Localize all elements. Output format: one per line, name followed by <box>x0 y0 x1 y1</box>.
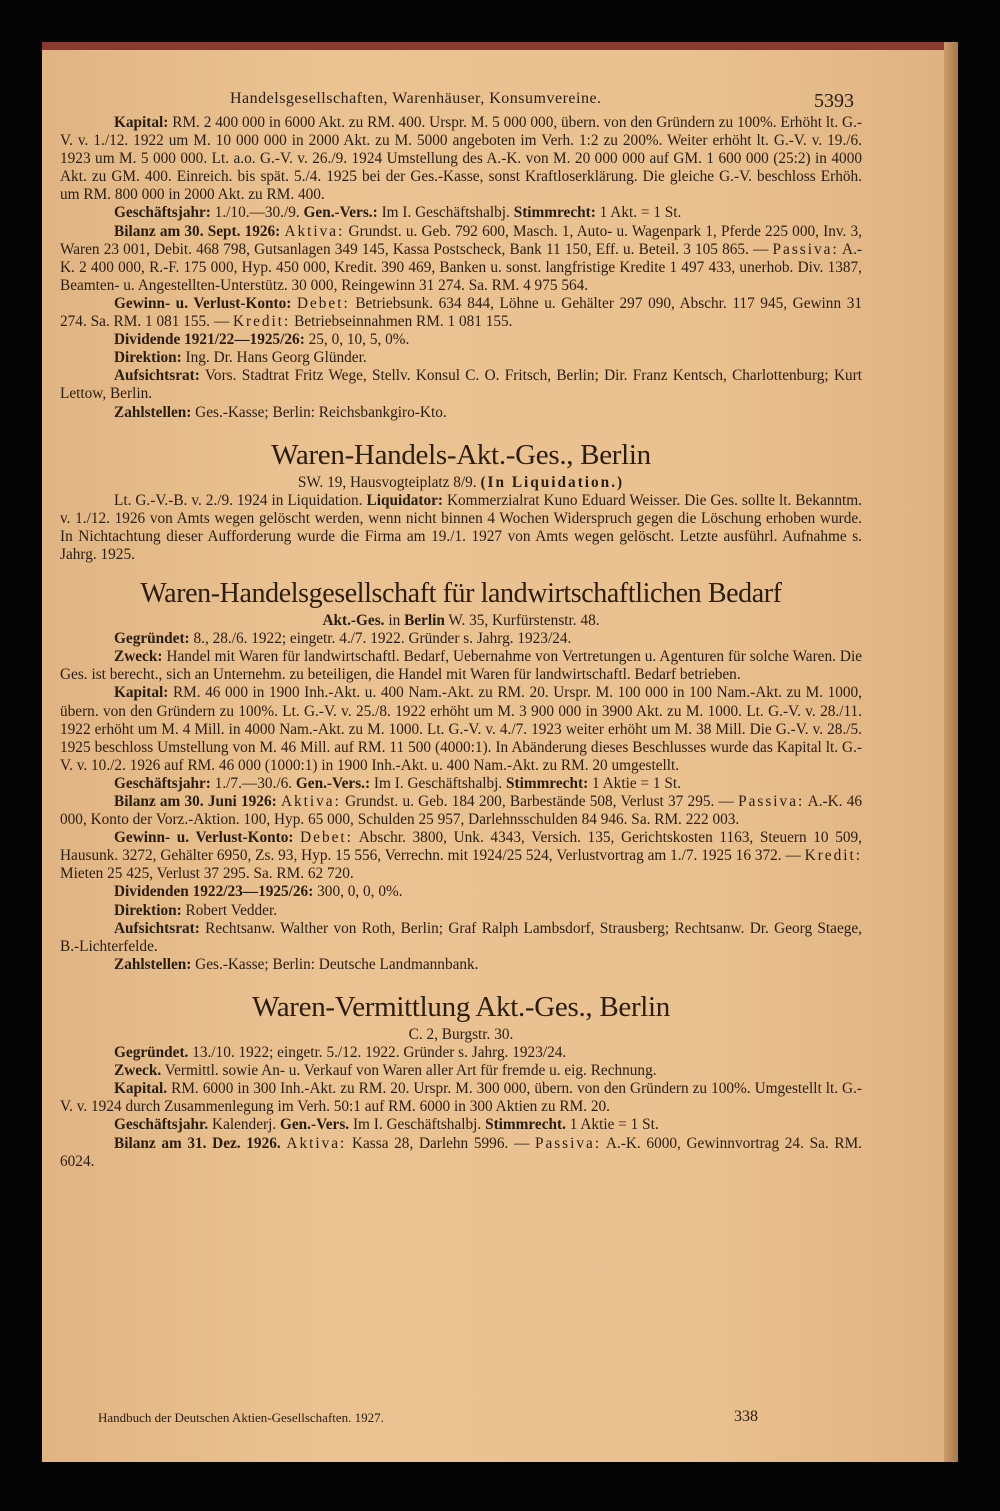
aufsichtsrat-text: Rechtsanw. Walther von Roth, Berlin; Graf Ralph Lambsdorf, Strausberg; Rechtsanw. Dr. Georg Staege, B.-Lichterfelde. <box>60 919 863 955</box>
kredit-word: Kredit: <box>804 847 862 865</box>
liquidation-text-b: Kommerzialrat Kuno Eduard Weisser. Die Ges. sollte lt. Bekanntm. v. 1./12. 1926 von Amts wegen gelöscht werden, wenn nicht binnen 4 Wochen Widerspruch gegen die Löschung erhoben wurde. In Nichtachtung dieser Aufforderung wurde die Firma am 19./1. 1927 von Amts wegen gelöscht. Letzte ausführl. Aufnahme s. Jahrg. 1925. <box>60 491 863 563</box>
gegruendet-paragraph <box>60 1044 862 1062</box>
aufsichtsrat-label: Aufsichtsrat: <box>114 919 200 937</box>
zweck-label: Zweck: <box>114 648 163 666</box>
direktion-paragraph <box>60 902 862 920</box>
aktiva-word: Aktiva: <box>280 793 341 810</box>
company-city: Berlin <box>404 612 445 630</box>
bilanz-label: Bilanz am 30. Juni 1926: <box>114 793 277 810</box>
geschaeftsjahr-label: Geschäftsjahr. <box>114 1116 209 1134</box>
kapital-label: Kapital. <box>114 1080 168 1098</box>
debet-word: Debet: <box>296 294 350 312</box>
book-cover-edge <box>42 42 958 50</box>
guv-label: Gewinn- u. Verlust-Konto: <box>114 294 292 312</box>
page-content <box>60 114 862 1171</box>
aufsichtsrat-label: Aufsichtsrat: <box>114 367 200 385</box>
company-subheading <box>60 612 862 630</box>
kapital-label: Kapital: <box>114 684 169 702</box>
bilanz-paragraph <box>60 223 862 295</box>
company-heading: Waren-Handelsgesellschaft für landwirtschaftlichen Bedarf <box>140 578 782 610</box>
zahlstellen-text: Ges.-Kasse; Berlin: Reichsbankgiro-Kto. <box>195 403 447 421</box>
direktion-label: Direktion: <box>114 349 182 367</box>
debet-word: Debet: <box>300 829 353 847</box>
gen-vers-label: Gen.-Vers. <box>279 1116 350 1134</box>
zahlstellen-paragraph <box>60 956 862 974</box>
company-address: W. 35, Kurfürstenstr. 48. <box>448 612 600 630</box>
zweck-text: Vermittl. sowie An- u. Verkauf von Waren aller Art für fremde u. eig. Rechnung. <box>164 1062 657 1080</box>
passiva-text: A.-K. 46 000, Konto der Vorz.-Aktion. 100, Hyp. 65 000, Schulden 25 957, Darlehnsschulden 84 946. Sa. RM. 222 003. <box>60 793 863 829</box>
aufsichtsrat-paragraph <box>60 920 862 956</box>
stimmrecht-label: Stimmrecht: <box>513 204 596 222</box>
gen-vers-text: Im I. Geschäftshalbj. <box>381 204 510 222</box>
kapital-paragraph <box>60 684 862 774</box>
stimmrecht-text: 1 Akt. = 1 St. <box>599 204 682 222</box>
company-heading: Waren-Vermittlung Akt.-Ges., Berlin <box>251 990 671 1023</box>
liquidation-text-a: Lt. G.-V.-B. v. 2./9. 1924 in Liquidation. <box>114 491 363 509</box>
geschaeftsjahr-paragraph <box>60 775 862 793</box>
dividende-text: 25, 0, 10, 5, 0%. <box>308 331 410 349</box>
geschaeftsjahr-text: 1./10.—30./9. <box>214 204 300 222</box>
zahlstellen-text: Ges.-Kasse; Berlin: Deutsche Landmannbank. <box>195 955 479 973</box>
zweck-paragraph <box>60 1062 862 1080</box>
debet-text: Betriebsunk. 634 844, Löhne u. Gehälter 297 090, Abschr. 117 945, Gewinn 31 274. Sa. RM. 1 081 155. — <box>60 294 862 331</box>
dividende-text: 300, 0, 0, 0%. <box>317 883 403 901</box>
kapital-label: Kapital: <box>114 114 169 131</box>
bilanz-label: Bilanz am 30. Sept. 1926: <box>114 222 281 240</box>
debet-text: Abschr. 3800, Unk. 4343, Versich. 135, Gerichtskosten 1163, Steuern 10 509, Hausunk. 3272, Gehälter 6950, Zs. 93, Hyp. 15 556, Verrechn. mit 1924/25 524, Verlustvortrag am 1./7. 1925 16 372. — <box>60 829 862 865</box>
kapital-text: RM. 2 400 000 in 6000 Akt. zu RM. 400. Urspr. M. 5 000 000, übern. von den Gründern zu 100%. Erhöht lt. G.-V. v. 1./12. 1922 um M. 10 000 000 in 2000 Akt. zu M. 5000 angeboten im Verh. 1:2 zu 200%. Weiter erhöht lt. G.-V. v. 19./6. 1923 um M. 5 000 000. Lt. a.o. G.-V. v. 26./9. 1924 Umstellung des A.-K. von M. 20 000 000 auf GM. 1 600 000 (25:2) in 4000 Akt. zu GM. 400. Einreich. bis spät. 5./4. 1925 bei der Ges.-Kasse, sonst Kraftloserklärung. Die gleiche G.-V. beschloss Erhöh. um RM. 800 000 in 2000 Akt. zu RM. 400. <box>60 114 862 204</box>
zahlstellen-paragraph <box>60 404 862 422</box>
company-address: C. 2, Burgstr. 30. <box>408 1025 514 1043</box>
company-form: Akt.-Ges. <box>322 612 385 630</box>
liquidation-paragraph <box>60 492 862 564</box>
footer-source: Handbuch der Deutschen Aktien-Gesellschaften. 1927. <box>98 1410 384 1425</box>
zweck-paragraph <box>60 648 862 684</box>
geschaeftsjahr-label: Geschäftsjahr: <box>114 204 211 222</box>
geschaeftsjahr-text: 1./7.—30./6. <box>214 774 293 792</box>
page-number: 5393 <box>814 90 854 112</box>
aktiva-text: Grundst. u. Geb. 184 200, Barbestände 508, Verlust 37 295. — <box>345 793 734 810</box>
stimmrecht-text: 1 Aktie = 1 St. <box>592 774 681 792</box>
page-edge <box>944 42 958 1462</box>
kredit-text: Betriebseinnahmen RM. 1 081 155. <box>294 313 513 331</box>
bilanz-label: Bilanz am 31. Dez. 1926. <box>114 1134 281 1152</box>
aufsichtsrat-paragraph <box>60 367 862 403</box>
bilanz-paragraph <box>60 1135 862 1171</box>
direktion-paragraph <box>60 349 862 367</box>
bilanz-paragraph <box>60 793 862 829</box>
gegruendet-label: Gegründet. <box>114 1044 189 1062</box>
zweck-label: Zweck. <box>114 1062 162 1080</box>
aktiva-word: Aktiva: <box>286 1134 347 1152</box>
liquidation-status: (In Liquidation.) <box>480 473 625 491</box>
zahlstellen-label: Zahlstellen: <box>114 403 192 421</box>
kapital-paragraph <box>60 114 862 204</box>
company-address: SW. 19, Hausvogteiplatz 8/9. <box>297 473 477 491</box>
dividende-paragraph <box>60 331 862 349</box>
book-page <box>42 42 958 1462</box>
kredit-text: Mieten 25 425, Verlust 37 295. Sa. RM. 62 720. <box>60 865 354 883</box>
running-title: Handelsgesellschaften, Warenhäuser, Konsumvereine. <box>230 90 602 107</box>
gegruendet-text: 8., 28./6. 1922; eingetr. 4./7. 1922. Gründer s. Jahrg. 1923/24. <box>193 630 572 648</box>
passiva-text: A.-K. 6000, Gewinnvortrag 24. Sa. RM. 6024. <box>60 1134 862 1170</box>
guv-paragraph <box>60 295 862 331</box>
aktiva-text: Kassa 28, Darlehn 5996. — <box>351 1134 530 1152</box>
passiva-word: Passiva: <box>738 793 805 810</box>
kredit-word: Kredit: <box>232 313 291 331</box>
direktion-text: Robert Vedder. <box>185 901 278 919</box>
guv-label: Gewinn- u. Verlust-Konto: <box>114 829 294 847</box>
zweck-text: Handel mit Waren für landwirtschaftl. Bedarf, Uebernahme von Vertretungen u. Agenturen für solche Waren. Die Ges. ist berecht., sich an Unternehm. zu beteiligen, die Handel mit Waren für landwirtschaftl. Bedarf betrieben. <box>60 648 863 684</box>
direktion-label: Direktion: <box>114 901 182 919</box>
subheading-in: in <box>388 612 401 630</box>
geschaeftsjahr-paragraph <box>60 1116 862 1134</box>
gegruendet-label: Gegründet: <box>114 630 190 648</box>
geschaeftsjahr-paragraph <box>60 204 862 222</box>
dividende-label: Dividenden 1922/23—1925/26: <box>114 883 314 901</box>
footer-sheet-number: 338 <box>734 1408 758 1425</box>
passiva-text: A.-K. 2 400 000, R.-F. 175 000, Hyp. 450 000, Kredit. 390 469, Banken u. sonst. langfristige Kredite 1 497 433, unerhob. Div. 1387, Beamten- u. Angestellten-Unterstütz. 30 000, Reingewinn 31 274. Sa. RM. 4 975 564. <box>60 240 862 294</box>
company-address-line <box>60 474 862 492</box>
passiva-word: Passiva: <box>772 240 839 258</box>
dividende-paragraph <box>60 883 862 901</box>
kapital-text: RM. 46 000 in 1900 Inh.-Akt. u. 400 Nam.-Akt. zu RM. 20. Urspr. M. 100 000 in 100 Nam.-Akt. zu M. 1000, übern. von den Gründern zu 100%. Lt. G.-V. v. 25./8. 1922 erhöht um M. 3 900 000 in 3900 Akt. zu M. 1000. Lt. G.-V. v. 28./11. 1922 erhöht um M. 4 Mill. in 4000 Nam.-Akt. zu M. 1000. Lt. G.-V. v. 4./7. 1923 weiter erhöht um M. 38 Mill. Die G.-V. v. 28./5. 1925 beschloss Umstellung von M. 46 Mill. auf RM. 11 500 (4000:1). In Abänderung dieses Beschlusses wurde das Kapital lt. G.-V. v. 10./2. 1926 auf RM. 46 000 (1000:1) in 1900 Inh.-Akt. u. 400 Nam.-Akt. zu RM. 20 umgestellt. <box>60 684 862 774</box>
kapital-paragraph <box>60 1080 862 1116</box>
gen-vers-text: Im I. Geschäftshalbj. <box>373 774 503 792</box>
gegruendet-paragraph <box>60 630 862 648</box>
zahlstellen-label: Zahlstellen: <box>114 955 192 973</box>
aktiva-word: Aktiva: <box>284 222 345 240</box>
gegruendet-text: 13./10. 1922; eingetr. 5./12. 1922. Gründer s. Jahrg. 1923/24. <box>192 1044 567 1062</box>
aufsichtsrat-text: Vors. Stadtrat Fritz Wege, Stellv. Konsul C. O. Fritsch, Berlin; Dir. Franz Kentsch, Charlottenburg; Kurt Lettow, Berlin. <box>60 367 862 403</box>
gen-vers-label: Gen.-Vers.: <box>303 204 378 222</box>
company-heading: Waren-Handels-Akt.-Ges., Berlin <box>271 438 651 471</box>
liquidator-label: Liquidator: <box>366 491 443 509</box>
gen-vers-label: Gen.-Vers.: <box>295 774 371 792</box>
aktiva-text: Grundst. u. Geb. 792 600, Masch. 1, Auto- u. Wagenpark 1, Pferde 225 000, Inv. 3, Waren 23 001, Debit. 468 798, Gutsanlagen 349 145, Kassa Postscheck, Bank 11 150, Eff. u. Beteil. 3 105 865. — <box>60 222 863 258</box>
stimmrecht-label: Stimmrecht. <box>485 1116 566 1134</box>
direktion-text: Ing. Dr. Hans Georg Glünder. <box>185 349 367 367</box>
stimmrecht-text: 1 Aktie = 1 St. <box>569 1116 659 1134</box>
guv-paragraph <box>60 829 862 883</box>
dividende-label: Dividende 1921/22—1925/26: <box>114 331 305 349</box>
geschaeftsjahr-text: Kalenderj. <box>212 1116 277 1134</box>
kapital-text: RM. 6000 in 300 Inh.-Akt. zu RM. 20. Urspr. M. 300 000, übern. von den Gründern zu 100%. Umgestellt lt. G.-V. v. 1924 durch Zusammenlegung im Verh. 50:1 auf RM. 6000 in 300 Aktien zu RM. 20. <box>60 1080 862 1116</box>
geschaeftsjahr-label: Geschäftsjahr: <box>114 774 211 792</box>
gen-vers-text: Im I. Geschäftshalbj. <box>352 1116 482 1134</box>
passiva-word: Passiva: <box>534 1134 602 1152</box>
stimmrecht-label: Stimmrecht: <box>506 774 589 792</box>
